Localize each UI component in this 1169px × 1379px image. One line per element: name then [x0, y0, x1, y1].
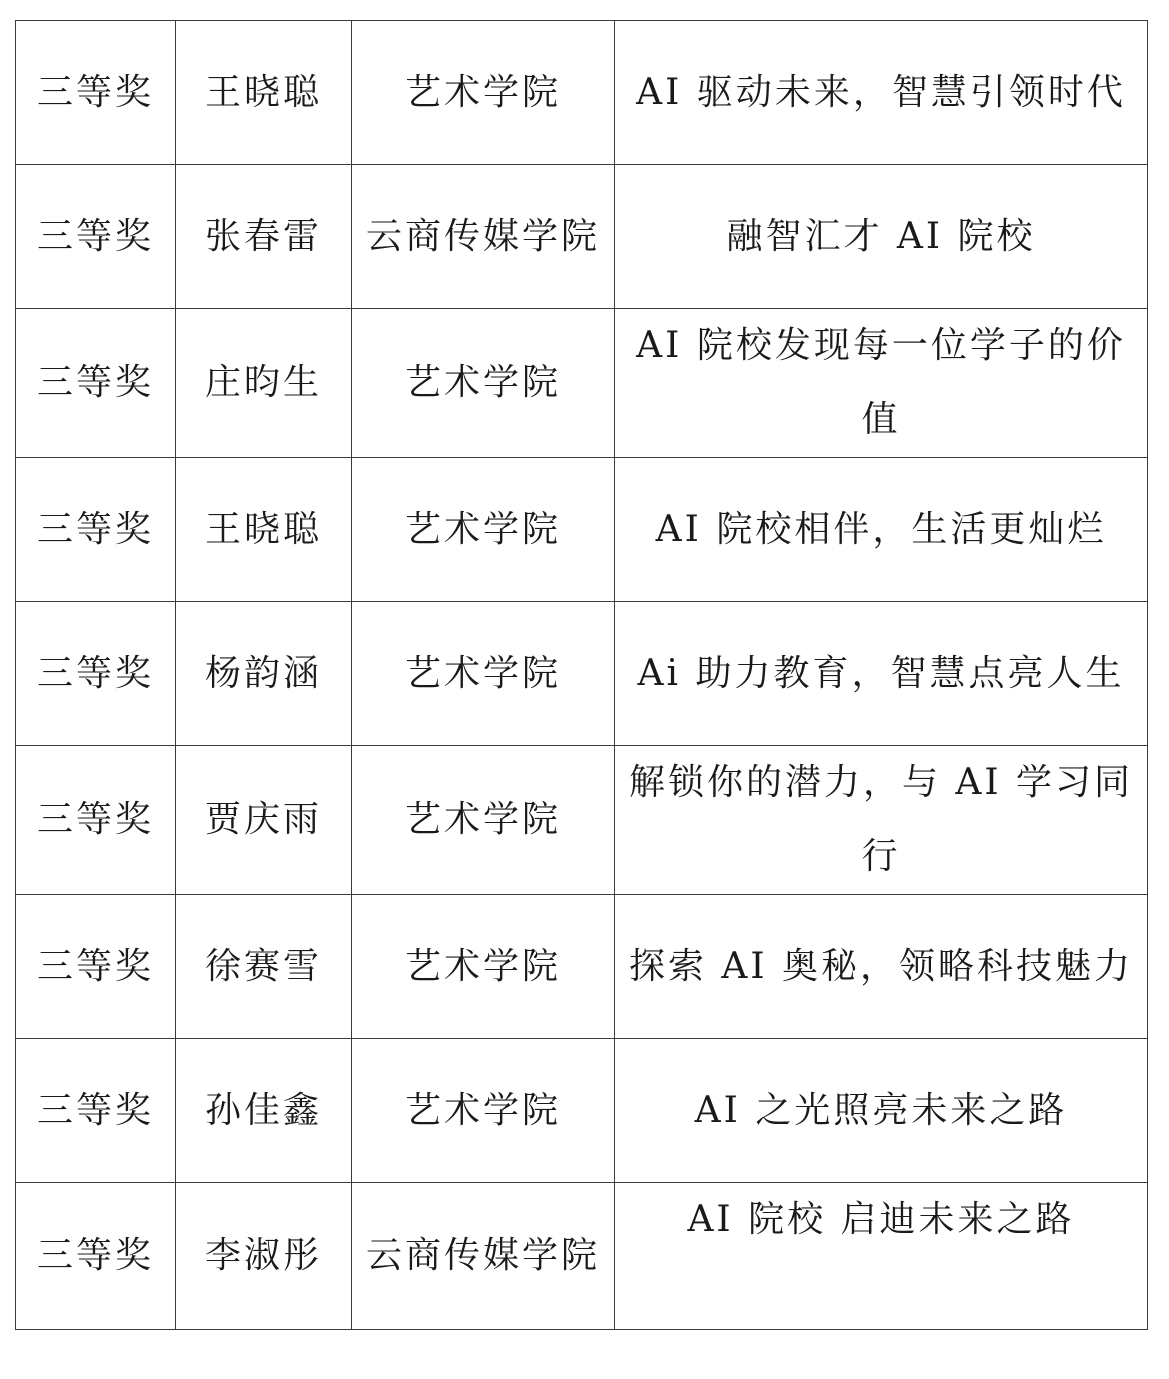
table-row — [16, 165, 1148, 309]
slogan-cell: AI 之光照亮未来之路 — [615, 1039, 1148, 1183]
college-cell: 云商传媒学院 — [352, 165, 615, 309]
table-row — [16, 602, 1148, 746]
name-cell: 庄昀生 — [176, 309, 352, 458]
slogan-cell: Ai 助力教育，智慧点亮人生 — [615, 602, 1148, 746]
table-row — [16, 1039, 1148, 1183]
table-row — [16, 309, 1148, 458]
slogan-cell: 探索 AI 奥秘，领略科技魅力 — [615, 895, 1148, 1039]
name-cell: 徐赛雪 — [176, 895, 352, 1039]
award-cell: 三等奖 — [16, 1183, 176, 1330]
table-row — [16, 746, 1148, 895]
name-cell: 王晓聪 — [176, 458, 352, 602]
table-row — [16, 458, 1148, 602]
slogan-cell: AI 院校 启迪未来之路 — [615, 1183, 1148, 1330]
award-cell: 三等奖 — [16, 895, 176, 1039]
slogan-cell: AI 院校发现每一位学子的价值 — [615, 309, 1148, 458]
table-row — [16, 895, 1148, 1039]
award-cell: 三等奖 — [16, 21, 176, 165]
award-cell: 三等奖 — [16, 458, 176, 602]
award-table — [15, 20, 1148, 1330]
college-cell: 艺术学院 — [352, 895, 615, 1039]
table-row — [16, 21, 1148, 165]
slogan-cell: 解锁你的潜力，与 AI 学习同行 — [615, 746, 1148, 895]
award-cell: 三等奖 — [16, 746, 176, 895]
slogan-cell: AI 院校相伴，生活更灿烂 — [615, 458, 1148, 602]
award-cell: 三等奖 — [16, 309, 176, 458]
college-cell: 艺术学院 — [352, 602, 615, 746]
college-cell: 艺术学院 — [352, 458, 615, 602]
name-cell: 杨韵涵 — [176, 602, 352, 746]
award-cell: 三等奖 — [16, 165, 176, 309]
name-cell: 王晓聪 — [176, 21, 352, 165]
college-cell: 艺术学院 — [352, 1039, 615, 1183]
table-row — [16, 1183, 1148, 1330]
award-cell: 三等奖 — [16, 602, 176, 746]
college-cell: 艺术学院 — [352, 746, 615, 895]
award-cell: 三等奖 — [16, 1039, 176, 1183]
name-cell: 贾庆雨 — [176, 746, 352, 895]
name-cell: 孙佳鑫 — [176, 1039, 352, 1183]
slogan-cell: AI 驱动未来，智慧引领时代 — [615, 21, 1148, 165]
slogan-cell: 融智汇才 AI 院校 — [615, 165, 1148, 309]
college-cell: 艺术学院 — [352, 21, 615, 165]
college-cell: 云商传媒学院 — [352, 1183, 615, 1330]
name-cell: 张春雷 — [176, 165, 352, 309]
college-cell: 艺术学院 — [352, 309, 615, 458]
name-cell: 李淑彤 — [176, 1183, 352, 1330]
